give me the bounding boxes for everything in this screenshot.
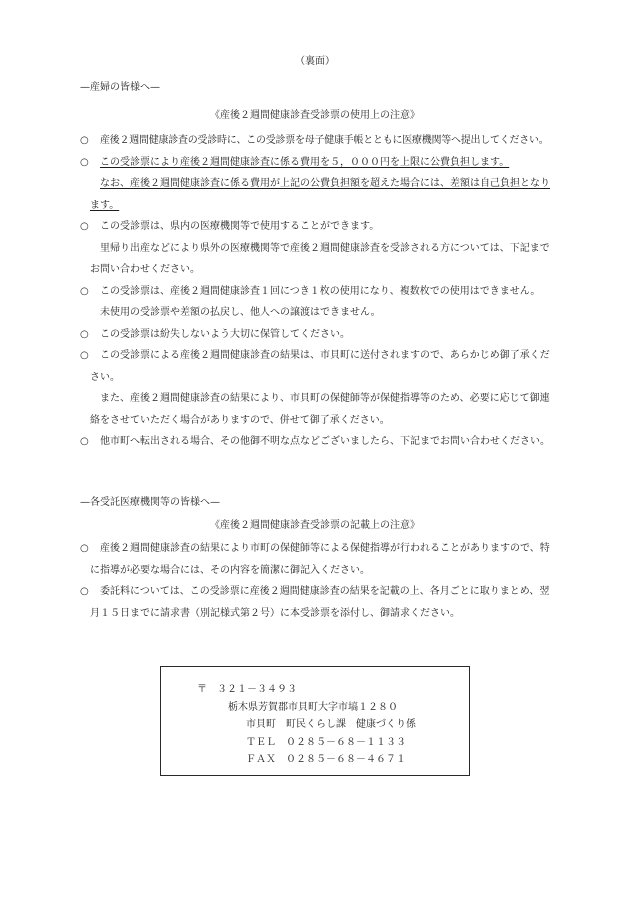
- bullet-circle: ○: [80, 328, 89, 340]
- institutions-notice-list: [80, 538, 551, 624]
- institutions-section-title: 《産後２週間健康診査受診票の記載上の注意》: [210, 520, 420, 531]
- bullet-circle: ○: [80, 135, 89, 147]
- notice-item: [80, 130, 551, 152]
- bullet-circle: ○: [80, 156, 89, 168]
- notice-item: [80, 281, 551, 303]
- contact-box: [160, 666, 470, 776]
- side-label: （裏面）: [295, 56, 335, 67]
- bullet-circle: ○: [80, 285, 89, 297]
- notice-text-underlined: この受診票により産後２週間健康診査に係る費用を５，０００円を上限に公費負担します。: [100, 156, 510, 168]
- notice-text: 他市町へ転出される場合、その他御不明な点などございましたら、下記までお問い合わせください。: [100, 436, 550, 448]
- contact-fax: ＦＡＸ ０２８５－６８－４６７１: [246, 754, 406, 766]
- notice-item: [80, 216, 551, 238]
- notice-item: [80, 324, 551, 346]
- notice-text: この受診票は、産後２週間健康診査１回につき１枚の使用になり、複数枚での使用はできません。: [100, 285, 541, 297]
- notice-note: [90, 388, 551, 431]
- mothers-section-title: 《産後２週間健康診査受診票の使用上の注意》: [210, 110, 420, 121]
- notice-note: [90, 173, 551, 216]
- notice-text: この受診票による産後２週間健康診査の結果は、市貝町に送付されますので、あらかじめ御了承ください。: [90, 350, 550, 383]
- notice-item: [80, 538, 551, 581]
- bullet-circle: ○: [80, 350, 89, 362]
- contact-postal-code: 〒 ３２１－３４９３: [197, 684, 297, 696]
- contact-tel: ＴＥＬ ０２８５－６８－１１３３: [246, 736, 406, 748]
- notice-note-text-underlined: なお、産後２週間健康診査に係る費用が上記の公費負担額を超えた場合には、差額は自己負担となります。: [90, 178, 550, 211]
- bullet-circle: ○: [80, 436, 89, 448]
- bullet-circle: ○: [80, 543, 89, 555]
- mothers-notice-list: [80, 130, 551, 453]
- notice-note: [90, 302, 551, 324]
- notice-text: この受診票は、県内の医療機関等で使用することができます。: [100, 221, 380, 233]
- bullet-circle: ○: [80, 221, 89, 233]
- contact-address: 栃木県芳賀郡市貝町大字市塙１２８０: [228, 701, 398, 713]
- institutions-section-heading: —各受託医療機関等の皆様へ—: [80, 497, 220, 508]
- notice-item: [80, 152, 551, 174]
- notice-note-text: また、産後２週間健康診査の結果により、市貝町の保健師等が保健指導等のため、必要に応じて御連絡をさせていただく場合がありますので、併せて御了承ください。: [90, 393, 550, 426]
- notice-text: 産後２週間健康診査の結果により市町の保健師等による保健指導が行われることがありますので、特に指導が必要な場合には、その内容を簡潔に御記入ください。: [90, 543, 550, 576]
- notice-item: [80, 345, 551, 388]
- notice-note: [90, 238, 551, 281]
- notice-item: [80, 581, 551, 624]
- mothers-section-heading: —産婦の皆様へ—: [80, 82, 160, 93]
- notice-text: この受診票は紛失しないよう大切に保管してください。: [100, 328, 350, 340]
- notice-text: 産後２週間健康診査の受診時に、この受診票を母子健康手帳とともに医療機関等へ提出してください。: [100, 135, 549, 147]
- bullet-circle: ○: [80, 586, 89, 598]
- notice-item: [80, 431, 551, 453]
- contact-office: 市貝町 町民くらし課 健康づくり係: [246, 719, 416, 731]
- notice-note-text: 未使用の受診票や差額の払戻し、他人への譲渡はできません。: [100, 307, 381, 319]
- notice-text: 委託料については、この受診票に産後２週間健康診査の結果を記載の上、各月ごとに取りまとめ、翌月１５日までに請求書（別記様式第２号）に本受診票を添付し、御請求ください。: [90, 586, 550, 619]
- notice-note-text: 里帰り出産などにより県外の医療機関等で産後２週間健康診査を受診される方については、下記までお問い合わせください。: [90, 242, 550, 276]
